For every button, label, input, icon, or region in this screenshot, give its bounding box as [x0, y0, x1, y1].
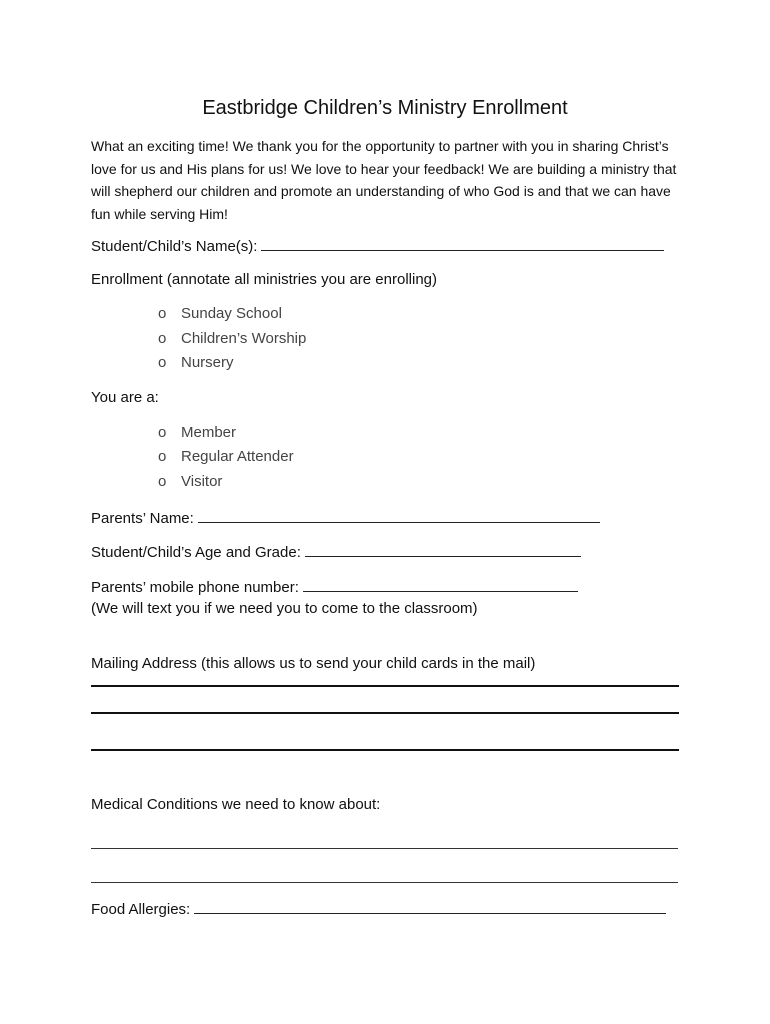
mailing-address-line-1[interactable] [91, 685, 679, 687]
enrollment-option-nursery[interactable] [158, 353, 234, 373]
enrollment-option-sunday-school[interactable] [158, 304, 282, 324]
age-grade-field[interactable] [305, 541, 581, 557]
parents-name-row [91, 507, 600, 529]
you-are-label: You are a: [91, 389, 159, 406]
circle-bullet-icon: o [158, 330, 167, 347]
phone-row [91, 576, 578, 598]
intro-paragraph: What an exciting time! We thank you for the opportunity to partner with you in sharing Christ’s love for us and His plans for us! We love to hear your feedback! We are building a ministry that will shepherd our children and promote an understanding of who God is and that we can have fun while serving Him! [91, 138, 677, 222]
age-grade-label: Student/Child’s Age and Grade: [91, 544, 301, 561]
circle-bullet-icon: o [158, 473, 167, 490]
option-label: Member [181, 424, 237, 441]
phone-note: (We will text you if we need you to come to the classroom) [91, 600, 478, 617]
phone-label: Parents’ mobile phone number: [91, 579, 299, 596]
enrollment-option-childrens-worship[interactable] [158, 329, 306, 349]
you-are-option-regular-attender[interactable] [158, 447, 294, 467]
you-are-option-member[interactable] [158, 423, 236, 443]
option-label: Regular Attender [181, 448, 294, 465]
medical-conditions-label: Medical Conditions we need to know about: [91, 796, 381, 813]
enrollment-label: Enrollment (annotate all ministries you are enrolling) [91, 271, 437, 288]
option-label: Visitor [181, 473, 223, 490]
food-allergies-field[interactable] [194, 898, 666, 914]
circle-bullet-icon: o [158, 305, 167, 322]
mailing-address-line-3[interactable] [91, 749, 679, 751]
medical-conditions-line-2[interactable] [91, 882, 678, 883]
parents-name-field[interactable] [198, 507, 600, 523]
age-grade-row [91, 541, 581, 563]
student-name-row [91, 235, 664, 257]
circle-bullet-icon: o [158, 354, 167, 371]
mailing-address-label: Mailing Address (this allows us to send your child cards in the mail) [91, 655, 536, 672]
circle-bullet-icon: o [158, 424, 167, 441]
option-label: Nursery [181, 354, 234, 371]
student-name-field[interactable] [261, 235, 664, 251]
you-are-option-visitor[interactable] [158, 472, 222, 492]
student-name-label: Student/Child’s Name(s): [91, 238, 258, 255]
mailing-address-line-2[interactable] [91, 712, 679, 714]
food-allergies-row [91, 898, 666, 920]
option-label: Children’s Worship [181, 330, 307, 347]
form-title: Eastbridge Children’s Ministry Enrollment [202, 97, 568, 119]
phone-field[interactable] [303, 576, 578, 592]
circle-bullet-icon: o [158, 448, 167, 465]
parents-name-label: Parents’ Name: [91, 510, 194, 527]
option-label: Sunday School [181, 305, 282, 322]
medical-conditions-line-1[interactable] [91, 848, 678, 849]
food-allergies-label: Food Allergies: [91, 901, 191, 918]
